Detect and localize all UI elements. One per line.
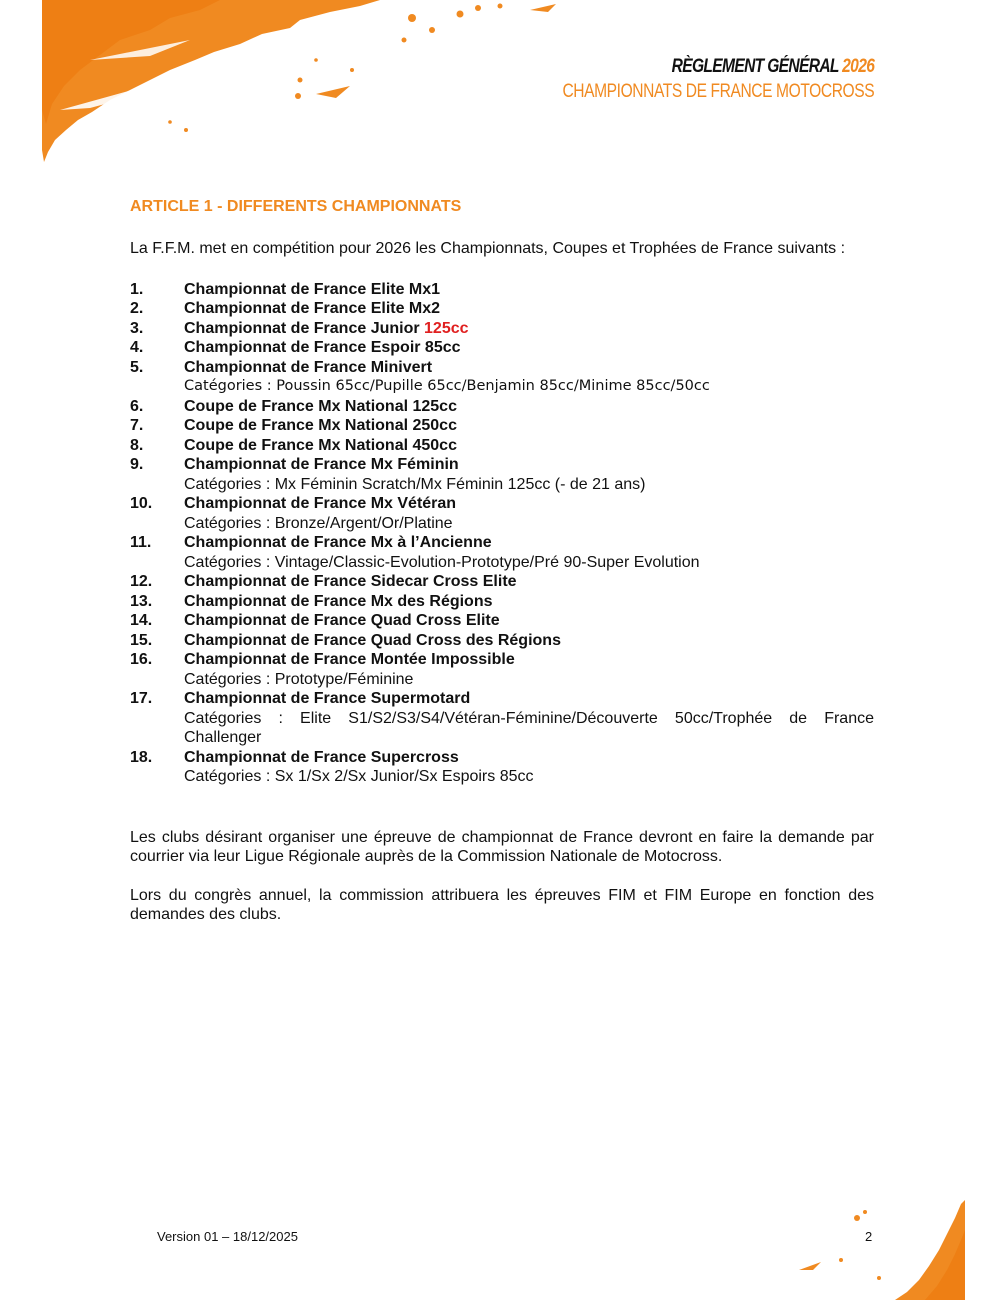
article-title: ARTICLE 1 - DIFFERENTS CHAMPIONNATS [130, 198, 462, 215]
list-item [130, 494, 874, 533]
championship-name-text: Championnat de France Mx Vétéran [184, 495, 457, 512]
list-item [130, 689, 874, 748]
list-item-body [184, 592, 874, 612]
championship-name-text: Championnat de France Mx à l’Ancienne [184, 534, 492, 551]
page-number: 2 [865, 1229, 873, 1244]
list-item-number: 6. [130, 397, 144, 415]
list-item-number: 14. [130, 612, 153, 629]
list-item-body [184, 358, 874, 397]
championship-name [184, 280, 874, 300]
brush-stroke-bottom-decoration [795, 1200, 965, 1300]
championship-categories: Catégories : Poussin 65cc/Pupille 65cc/Benjamin 85cc/Minime 85cc/50cc [184, 378, 710, 394]
list-item-number: 7. [130, 417, 144, 434]
championship-name [184, 299, 874, 319]
list-item [130, 455, 874, 494]
paragraph-clubs: Les clubs désirant organiser une épreuve de championnat de France devront en faire la demande par courrier via leur Ligue Régionale auprès de la Commission Nationale de Motocross. [130, 828, 874, 865]
championship-name [184, 592, 874, 612]
list-item-number: 13. [130, 592, 153, 610]
championship-categories: Catégories : Sx 1/Sx 2/Sx Junior/Sx Espoirs 85cc [184, 768, 534, 785]
list-item-body [184, 338, 874, 358]
list-item-body [184, 650, 874, 689]
championship-name [184, 416, 874, 436]
championship-list [130, 280, 874, 787]
list-item-number: 1. [130, 280, 144, 298]
list-item [130, 299, 874, 319]
list-item [130, 358, 874, 397]
list-item-body [184, 280, 874, 300]
championship-name [184, 319, 874, 339]
championship-name [184, 494, 874, 514]
championship-name-text: Coupe de France Mx National 250cc [184, 417, 457, 434]
championship-name-text: Championnat de France Quad Cross Elite [184, 612, 500, 629]
championship-name [184, 611, 874, 631]
championship-name-text: Championnat de France Espoir 85cc [184, 339, 461, 356]
list-item [130, 748, 874, 787]
list-item [130, 533, 874, 572]
list-item [130, 611, 874, 631]
list-item-number: 10. [130, 495, 153, 512]
list-item-body [184, 455, 874, 494]
list-item [130, 319, 874, 339]
championship-categories: Catégories : Bronze/Argent/Or/Platine [184, 514, 453, 532]
list-item-body [184, 299, 874, 319]
list-item-number: 18. [130, 748, 153, 766]
championship-name-text: Championnat de France Junior [184, 319, 425, 337]
list-item [130, 572, 874, 592]
championship-name-text: Coupe de France Mx National 125cc [184, 397, 457, 415]
list-item-body [184, 572, 874, 592]
championship-name [184, 358, 874, 378]
list-item-number: 16. [130, 651, 153, 668]
championship-name-text: Championnat de France Elite Mx2 [184, 300, 441, 317]
championship-name [184, 397, 874, 417]
header-title-main: RÈGLEMENT GÉNÉRAL [671, 56, 839, 77]
championship-name-text: Championnat de France Quad Cross des Régions [184, 631, 561, 649]
list-item-body [184, 748, 874, 787]
championship-name [184, 455, 874, 475]
list-item [130, 416, 874, 436]
championship-categories: Catégories : Elite S1/S2/S3/S4/Vétéran-Féminine/Découverte 50cc/Trophée de France Challenger [184, 709, 874, 746]
list-item-body [184, 631, 874, 651]
championship-name-text: Championnat de France Mx des Régions [184, 592, 493, 610]
championship-name-text: Championnat de France Minivert [184, 358, 433, 376]
list-item-number: 11. [130, 534, 152, 551]
championship-name [184, 689, 874, 709]
championship-name-text: Championnat de France Montée Impossible [184, 651, 515, 668]
list-item-body [184, 533, 874, 572]
list-item-body [184, 416, 874, 436]
list-item-body [184, 611, 874, 631]
list-item-number: 15. [130, 631, 153, 649]
list-item-body [184, 319, 874, 339]
list-item [130, 631, 874, 651]
header-subtitle: CHAMPIONNATS DE FRANCE MOTOCROSS [562, 81, 874, 102]
paragraph-congress: Lors du congrès annuel, la commission attribuera les épreuves FIM et FIM Europe en fonction des demandes des clubs. [130, 886, 874, 923]
championship-name [184, 338, 874, 358]
document-header [494, 56, 874, 103]
article-content [130, 198, 874, 925]
list-item [130, 397, 874, 417]
list-item-number: 12. [130, 573, 153, 590]
list-item-number: 17. [130, 690, 153, 707]
list-item [130, 592, 874, 612]
list-item-body [184, 436, 874, 456]
championship-name-text: Championnat de France Elite Mx1 [184, 280, 441, 298]
list-item-number: 2. [130, 300, 144, 317]
championship-name [184, 572, 874, 592]
championship-categories: Catégories : Prototype/Féminine [184, 670, 414, 688]
list-item-number: 4. [130, 339, 144, 356]
brush-stroke-top-decoration [0, 0, 560, 170]
list-item [130, 338, 874, 358]
championship-name [184, 650, 874, 670]
championship-name-text: Championnat de France Sidecar Cross Elite [184, 573, 517, 590]
championship-name-text: Championnat de France Supercross [184, 748, 459, 766]
championship-categories: Catégories : Mx Féminin Scratch/Mx Féminin 125cc (- de 21 ans) [184, 475, 646, 493]
list-item-body [184, 494, 874, 533]
championship-name-text: Championnat de France Supermotard [184, 690, 471, 707]
footer-version: Version 01 – 18/12/2025 [157, 1229, 298, 1244]
list-item-number: 5. [130, 358, 144, 376]
list-item [130, 436, 874, 456]
championship-name [184, 436, 874, 456]
list-item-number: 9. [130, 456, 144, 473]
championship-categories: Catégories : Vintage/Classic-Evolution-Prototype/Pré 90-Super Evolution [184, 553, 700, 571]
championship-name [184, 631, 874, 651]
list-item-number: 3. [130, 319, 144, 337]
championship-name-text: Championnat de France Mx Féminin [184, 456, 459, 473]
list-item-number: 8. [130, 436, 144, 454]
list-item [130, 650, 874, 689]
championship-name [184, 533, 874, 553]
list-item [130, 280, 874, 300]
highlighted-class: 125cc [424, 319, 469, 337]
header-year: 2026 [841, 56, 874, 77]
championship-name [184, 748, 874, 768]
list-item-body [184, 689, 874, 748]
championship-name-text: Coupe de France Mx National 450cc [184, 436, 457, 454]
header-title [562, 56, 874, 78]
article-intro: La F.F.M. met en compétition pour 2026 les Championnats, Coupes et Trophées de France suivants : [130, 240, 846, 257]
list-item-body [184, 397, 874, 417]
